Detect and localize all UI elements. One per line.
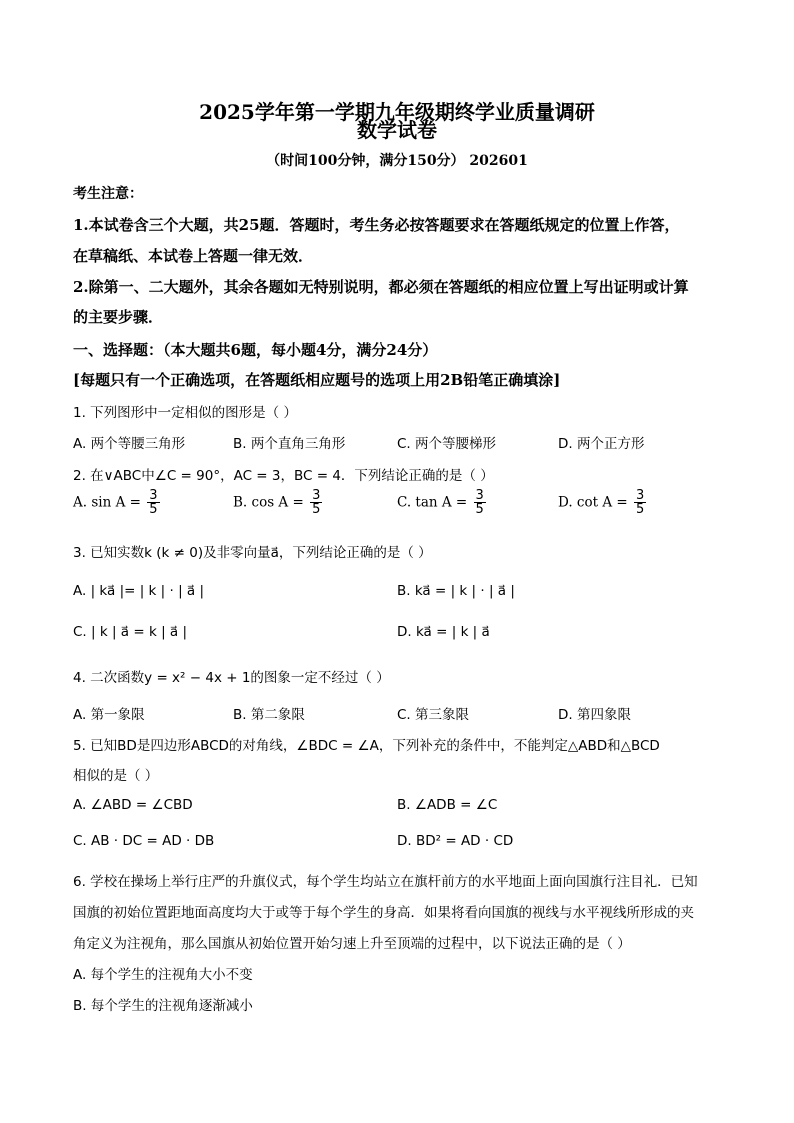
q2-b-fraction: [310, 489, 322, 516]
q5-stem-line2: 相似的是（ ）: [73, 768, 159, 784]
q6-option-b: B. 每个学生的注视角逐渐减小: [73, 998, 253, 1014]
q2-option-c: [397, 489, 486, 516]
q2-option-a: [73, 489, 160, 516]
q4-option-b: B. 第二象限: [233, 707, 305, 723]
q1-option-c: C. 两个等腰梯形: [397, 436, 497, 452]
q2-b-label: B. cos A =: [233, 494, 304, 511]
q5-option-a: A. ∠ABD = ∠CBD: [73, 797, 193, 813]
exam-title: 2025学年第一学期九年级期终学业质量调研: [199, 100, 595, 124]
q2-a-den: 5: [149, 502, 158, 517]
exam-subject: 数学试卷: [357, 118, 437, 142]
notice-item1-line1: 1.本试卷含三个大题，共25题．答题时，考生务必按答题要求在答题纸规定的位置上作答，: [73, 216, 680, 234]
section1-instruction: [每题只有一个正确选项，在答题纸相应题号的选项上用2B铅笔正确填涂]: [73, 371, 561, 389]
q2-d-den: 5: [635, 502, 645, 517]
q2-c-fraction: [474, 489, 486, 516]
q2-a-label: A. sin A =: [73, 494, 141, 511]
q6-line3: 角定义为注视角，那么国旗从初始位置开始匀速上升至顶端的过程中，以下说法正确的是（ ）: [73, 936, 631, 952]
q6-line1: 6. 学校在操场上举行庄严的升旗仪式，每个学生均站立在旗杆前方的水平地面上面向国旗行注目礼．已知: [73, 874, 698, 890]
section1-heading: 一、选择题：（本大题共6题，每小题4分，满分24分）: [73, 341, 438, 359]
q2-d-label: D. cot A =: [558, 494, 628, 511]
q2-b-den: 5: [312, 502, 321, 517]
q1-option-b: B. 两个直角三角形: [233, 436, 346, 452]
q2-c-label: C. tan A =: [397, 494, 468, 511]
q2-d-num: 3: [635, 488, 645, 503]
q2-option-b: [233, 489, 322, 516]
q3-option-c: C. | k | a⃗ = k | a⃗ |: [73, 624, 188, 640]
notice-item2-line1: 2.除第一、二大题外，其余各题如无特别说明，都必须在答题纸的相应位置上写出证明或计算: [73, 278, 689, 296]
q4-option-d: D. 第四象限: [558, 707, 631, 723]
q1-option-a: A. 两个等腰三角形: [73, 436, 186, 452]
q3-option-a: A. | ka⃗ |= | k | · | a⃗ |: [73, 583, 205, 599]
q5-option-d: D. BD² = AD · CD: [397, 833, 514, 849]
q4-option-c: C. 第三象限: [397, 707, 470, 723]
q2-d-fraction: [634, 489, 646, 516]
q2-stem: 2. 在∨ABC中∠C = 90°，AC = 3，BC = 4．下列结论正确的是（ ）: [73, 468, 494, 484]
q1-stem: 1. 下列图形中一定相似的图形是（ ）: [73, 405, 297, 421]
q3-option-b: B. ka⃗ = | k | · | a⃗ |: [397, 583, 515, 599]
q3-option-d: D. ka⃗ = | k | a⃗: [397, 624, 490, 640]
notice-heading: 考生注意：: [73, 186, 143, 202]
q4-stem: 4. 二次函数y = x² − 4x + 1的图象一定不经过（ ）: [73, 670, 390, 686]
q2-option-d: [558, 489, 646, 516]
q6-option-a: A. 每个学生的注视角大小不变: [73, 967, 253, 983]
q5-option-c: C. AB · DC = AD · DB: [73, 833, 215, 849]
exam-time-info: （时间100分钟，满分150分） 202601: [266, 153, 528, 169]
q2-a-num: 3: [149, 488, 158, 503]
q2-c-den: 5: [475, 502, 484, 517]
notice-item1-line2: 在草稿纸、本试卷上答题一律无效．: [73, 247, 314, 265]
q2-a-fraction: [147, 489, 159, 516]
q2-c-num: 3: [475, 488, 484, 503]
q1-option-d: D. 两个正方形: [558, 436, 645, 452]
q2-b-num: 3: [312, 488, 321, 503]
notice-item2-line2: 的主要步骤．: [73, 308, 164, 326]
q5-stem-line1: 5. 已知BD是四边形ABCD的对角线，∠BDC = ∠A，下列补充的条件中，不能判定△ABD和△BCD: [73, 738, 660, 754]
q5-option-b: B. ∠ADB = ∠C: [397, 797, 498, 813]
q4-option-a: A. 第一象限: [73, 707, 145, 723]
q6-line2: 国旗的初始位置距地面高度均大于或等于每个学生的身高．如果将看向国旗的视线与水平视线所形成的夹: [73, 905, 694, 921]
q3-stem: 3. 已知实数k (k ≠ 0)及非零向量a⃗，下列结论正确的是（ ）: [73, 545, 432, 561]
